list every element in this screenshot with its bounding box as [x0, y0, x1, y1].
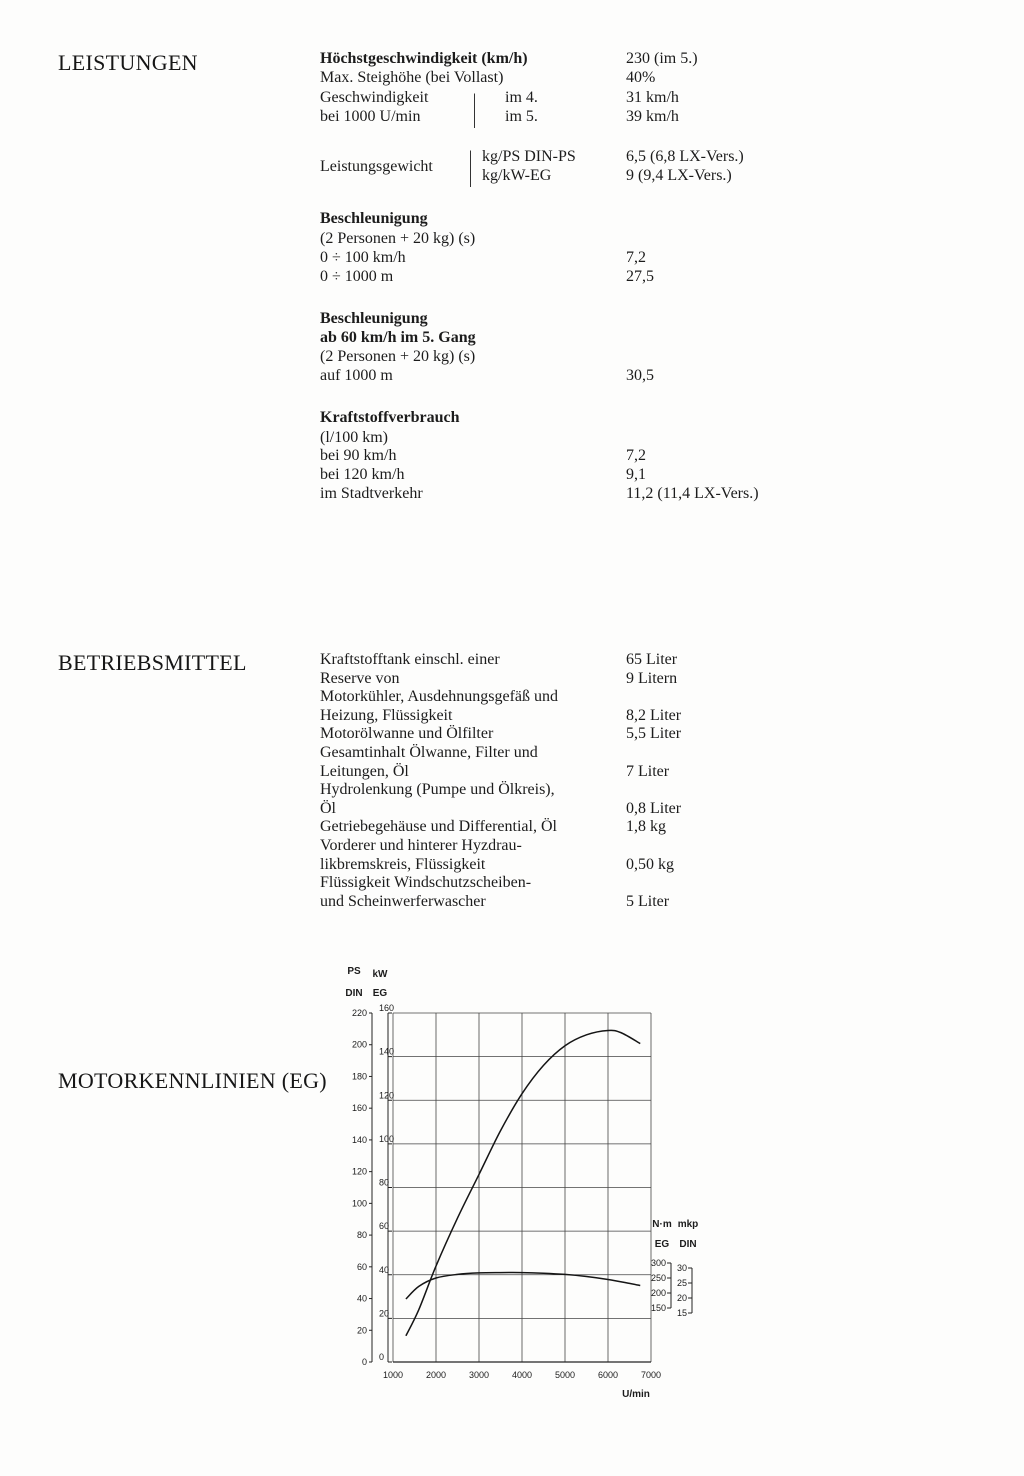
ps-tick-label: 100: [351, 1198, 367, 1209]
section-title-leistungen: LEISTUNGEN: [58, 50, 198, 75]
beschl-title: Beschleunigung: [320, 210, 428, 227]
gewicht-value-ps: 6,5 (6,8 LX-Vers.): [626, 148, 744, 165]
beschl2-title-2: ab 60 km/h im 5. Gang: [320, 329, 476, 346]
betriebsmittel-line: Motorölwanne und Ölfilter: [320, 725, 494, 743]
beschl2-sub: (2 Personen + 20 kg) (s): [320, 348, 476, 365]
x-tick-label: 2000: [425, 1370, 447, 1380]
gewicht-label: Leistungsgewicht: [320, 158, 433, 175]
betriebsmittel-line: Getriebegehäuse und Differential, Öl: [320, 818, 557, 836]
gang-5-label: im 5.: [505, 108, 538, 125]
kraft-val-1: 7,2: [626, 447, 646, 464]
betriebsmittel-value: 0,8 Liter: [626, 799, 682, 817]
chart-axes: [369, 1013, 692, 1362]
ps-tick-label: 220: [351, 1008, 367, 1018]
betriebsmittel-line: Motorkühler, Ausdehnungsgefäß und: [320, 688, 558, 706]
x-tick-label: 4000: [511, 1370, 533, 1380]
kw-tick-label: 140: [379, 1046, 395, 1057]
torque-curve: [406, 1273, 640, 1299]
beschl-row-2: 0 ÷ 1000 m: [320, 268, 394, 285]
betriebsmittel-line: Öl: [320, 799, 336, 817]
betriebsmittel-value: 9 Litern: [626, 669, 678, 687]
mkp-tick-label: 15: [677, 1308, 688, 1318]
nm-tick-label: 200: [651, 1288, 667, 1298]
kraft-title: Kraftstoffverbrauch: [320, 409, 460, 426]
power-curve: [406, 1030, 640, 1335]
kraft-row-2: bei 120 km/h: [320, 466, 405, 483]
ps-tick-label: 200: [351, 1039, 367, 1050]
ps-tick-label: 120: [351, 1166, 367, 1177]
betriebsmittel-line: Leitungen, Öl: [320, 762, 409, 780]
kw-tick-label: 120: [379, 1090, 395, 1101]
steig-value: 40%: [626, 69, 656, 86]
kw-axis-subtitle: EG: [372, 988, 388, 999]
kw-tick-label: 160: [379, 1003, 395, 1013]
steig-label: Max. Steighöhe (bei Vollast): [320, 69, 504, 86]
betriebsmittel-line: und Scheinwerferwascher: [320, 892, 486, 910]
geschw-label-1: Geschwindigkeit: [320, 89, 429, 106]
betriebsmittel-value: 5,5 Liter: [626, 725, 682, 743]
betriebsmittel-line: Heizung, Flüssigkeit: [320, 706, 453, 724]
mkp-tick-label: 20: [677, 1293, 688, 1303]
betriebsmittel-line: Kraftstofftank einschl. einer: [320, 651, 500, 668]
betriebsmittel-line: Gesamtinhalt Ölwanne, Filter und: [320, 744, 538, 761]
chart-grid: [393, 1013, 651, 1362]
x-tick-label: 7000: [640, 1370, 662, 1380]
nm-axis-title: N·m: [652, 1219, 672, 1230]
x-tick-label: 6000: [597, 1370, 619, 1380]
betriebsmittel-line: Vorderer und hinterer Hyzdrau-: [320, 837, 522, 854]
betriebsmittel-value: 8,2 Liter: [626, 706, 682, 724]
ps-tick-label: 20: [356, 1325, 367, 1336]
kw-tick-label: 60: [379, 1221, 390, 1232]
gewicht-value-kw: 9 (9,4 LX-Vers.): [626, 167, 732, 184]
ps-tick-label: 160: [351, 1103, 367, 1114]
mkp-tick-label: 30: [677, 1263, 688, 1273]
beschl-sub: (2 Personen + 20 kg) (s): [320, 230, 476, 247]
section-title-betriebsmittel: BETRIEBSMITTEL: [58, 650, 247, 675]
beschl-val-1: 7,2: [626, 249, 646, 266]
kw-tick-label: 80: [379, 1177, 390, 1188]
betriebsmittel-line: Reserve von: [320, 669, 400, 687]
betriebsmittel-value: 1,8 kg: [626, 818, 666, 836]
kraft-val-2: 9,1: [626, 466, 646, 483]
mkp-axis-title: mkp: [677, 1219, 699, 1230]
ps-tick-label: 80: [356, 1230, 367, 1241]
brace-geschw: [474, 93, 480, 128]
ps-axis-subtitle: DIN: [345, 988, 363, 999]
gewicht-unit-kw: kg/kW-EG: [482, 167, 552, 184]
betriebsmittel-value: 0,50 kg: [626, 855, 674, 873]
kw-tick-label: 40: [379, 1264, 390, 1275]
brace-gewicht: [470, 150, 476, 187]
geschw-label-2: bei 1000 U/min: [320, 108, 421, 125]
gang-5-value: 39 km/h: [626, 108, 679, 125]
x-tick-label: 5000: [554, 1370, 576, 1380]
beschl-row-1: 0 ÷ 100 km/h: [320, 249, 406, 266]
ps-tick-label: 60: [356, 1261, 367, 1272]
ps-tick-label: 40: [356, 1293, 367, 1304]
chart-labels: [345, 966, 698, 1400]
ps-tick-label: 0: [361, 1357, 367, 1367]
betriebsmittel-value: 5 Liter: [626, 892, 670, 910]
kraft-sub: (l/100 km): [320, 429, 388, 446]
hoechst-label: Höchstgeschwindigkeit (km/h): [320, 50, 528, 67]
nm-tick-label: 300: [651, 1258, 667, 1268]
betriebsmittel-line: Hydrolenkung (Pumpe und Ölkreis),: [320, 781, 555, 799]
ps-axis-title: PS: [347, 966, 361, 977]
nm-axis-subtitle: EG: [654, 1239, 670, 1250]
mkp-axis-subtitle: DIN: [679, 1239, 697, 1250]
gewicht-unit-ps: kg/PS DIN-PS: [482, 148, 576, 165]
beschl2-title-1: Beschleunigung: [320, 310, 428, 327]
section-title-motorkennlinien: MOTORKENNLINIEN (EG): [58, 1068, 327, 1093]
betriebsmittel-value: 7 Liter: [626, 762, 670, 780]
beschl2-val: 30,5: [626, 367, 654, 384]
nm-tick-label: 250: [651, 1273, 667, 1283]
nm-tick-label: 150: [651, 1303, 667, 1313]
x-axis-label: U/min: [622, 1389, 650, 1400]
beschl2-row: auf 1000 m: [320, 367, 393, 384]
x-tick-label: 1000: [382, 1370, 404, 1380]
kw-tick-label: 20: [379, 1308, 390, 1319]
betriebsmittel-value: 65 Liter: [626, 651, 678, 668]
hoechst-value: 230 (im 5.): [626, 50, 698, 67]
ps-tick-label: 140: [351, 1134, 367, 1145]
mkp-tick-label: 25: [677, 1278, 688, 1288]
gang-4-label: im 4.: [505, 89, 538, 106]
betriebsmittel-line: likbremskreis, Flüssigkeit: [320, 855, 486, 873]
chart-curves: [406, 1030, 640, 1335]
gang-4-value: 31 km/h: [626, 89, 679, 106]
kraft-row-1: bei 90 km/h: [320, 447, 397, 464]
betriebsmittel-line: Flüssigkeit Windschutzscheiben-: [320, 874, 532, 892]
kraft-val-3: 11,2 (11,4 LX-Vers.): [626, 485, 759, 502]
kraft-row-3: im Stadtverkehr: [320, 485, 423, 502]
ps-tick-label: 180: [351, 1071, 367, 1082]
kw-axis-title: kW: [372, 969, 388, 980]
x-tick-label: 3000: [468, 1370, 490, 1380]
kw-tick-label: 100: [379, 1133, 395, 1144]
kw-tick-label: 0: [379, 1352, 385, 1362]
beschl-val-2: 27,5: [626, 268, 654, 285]
